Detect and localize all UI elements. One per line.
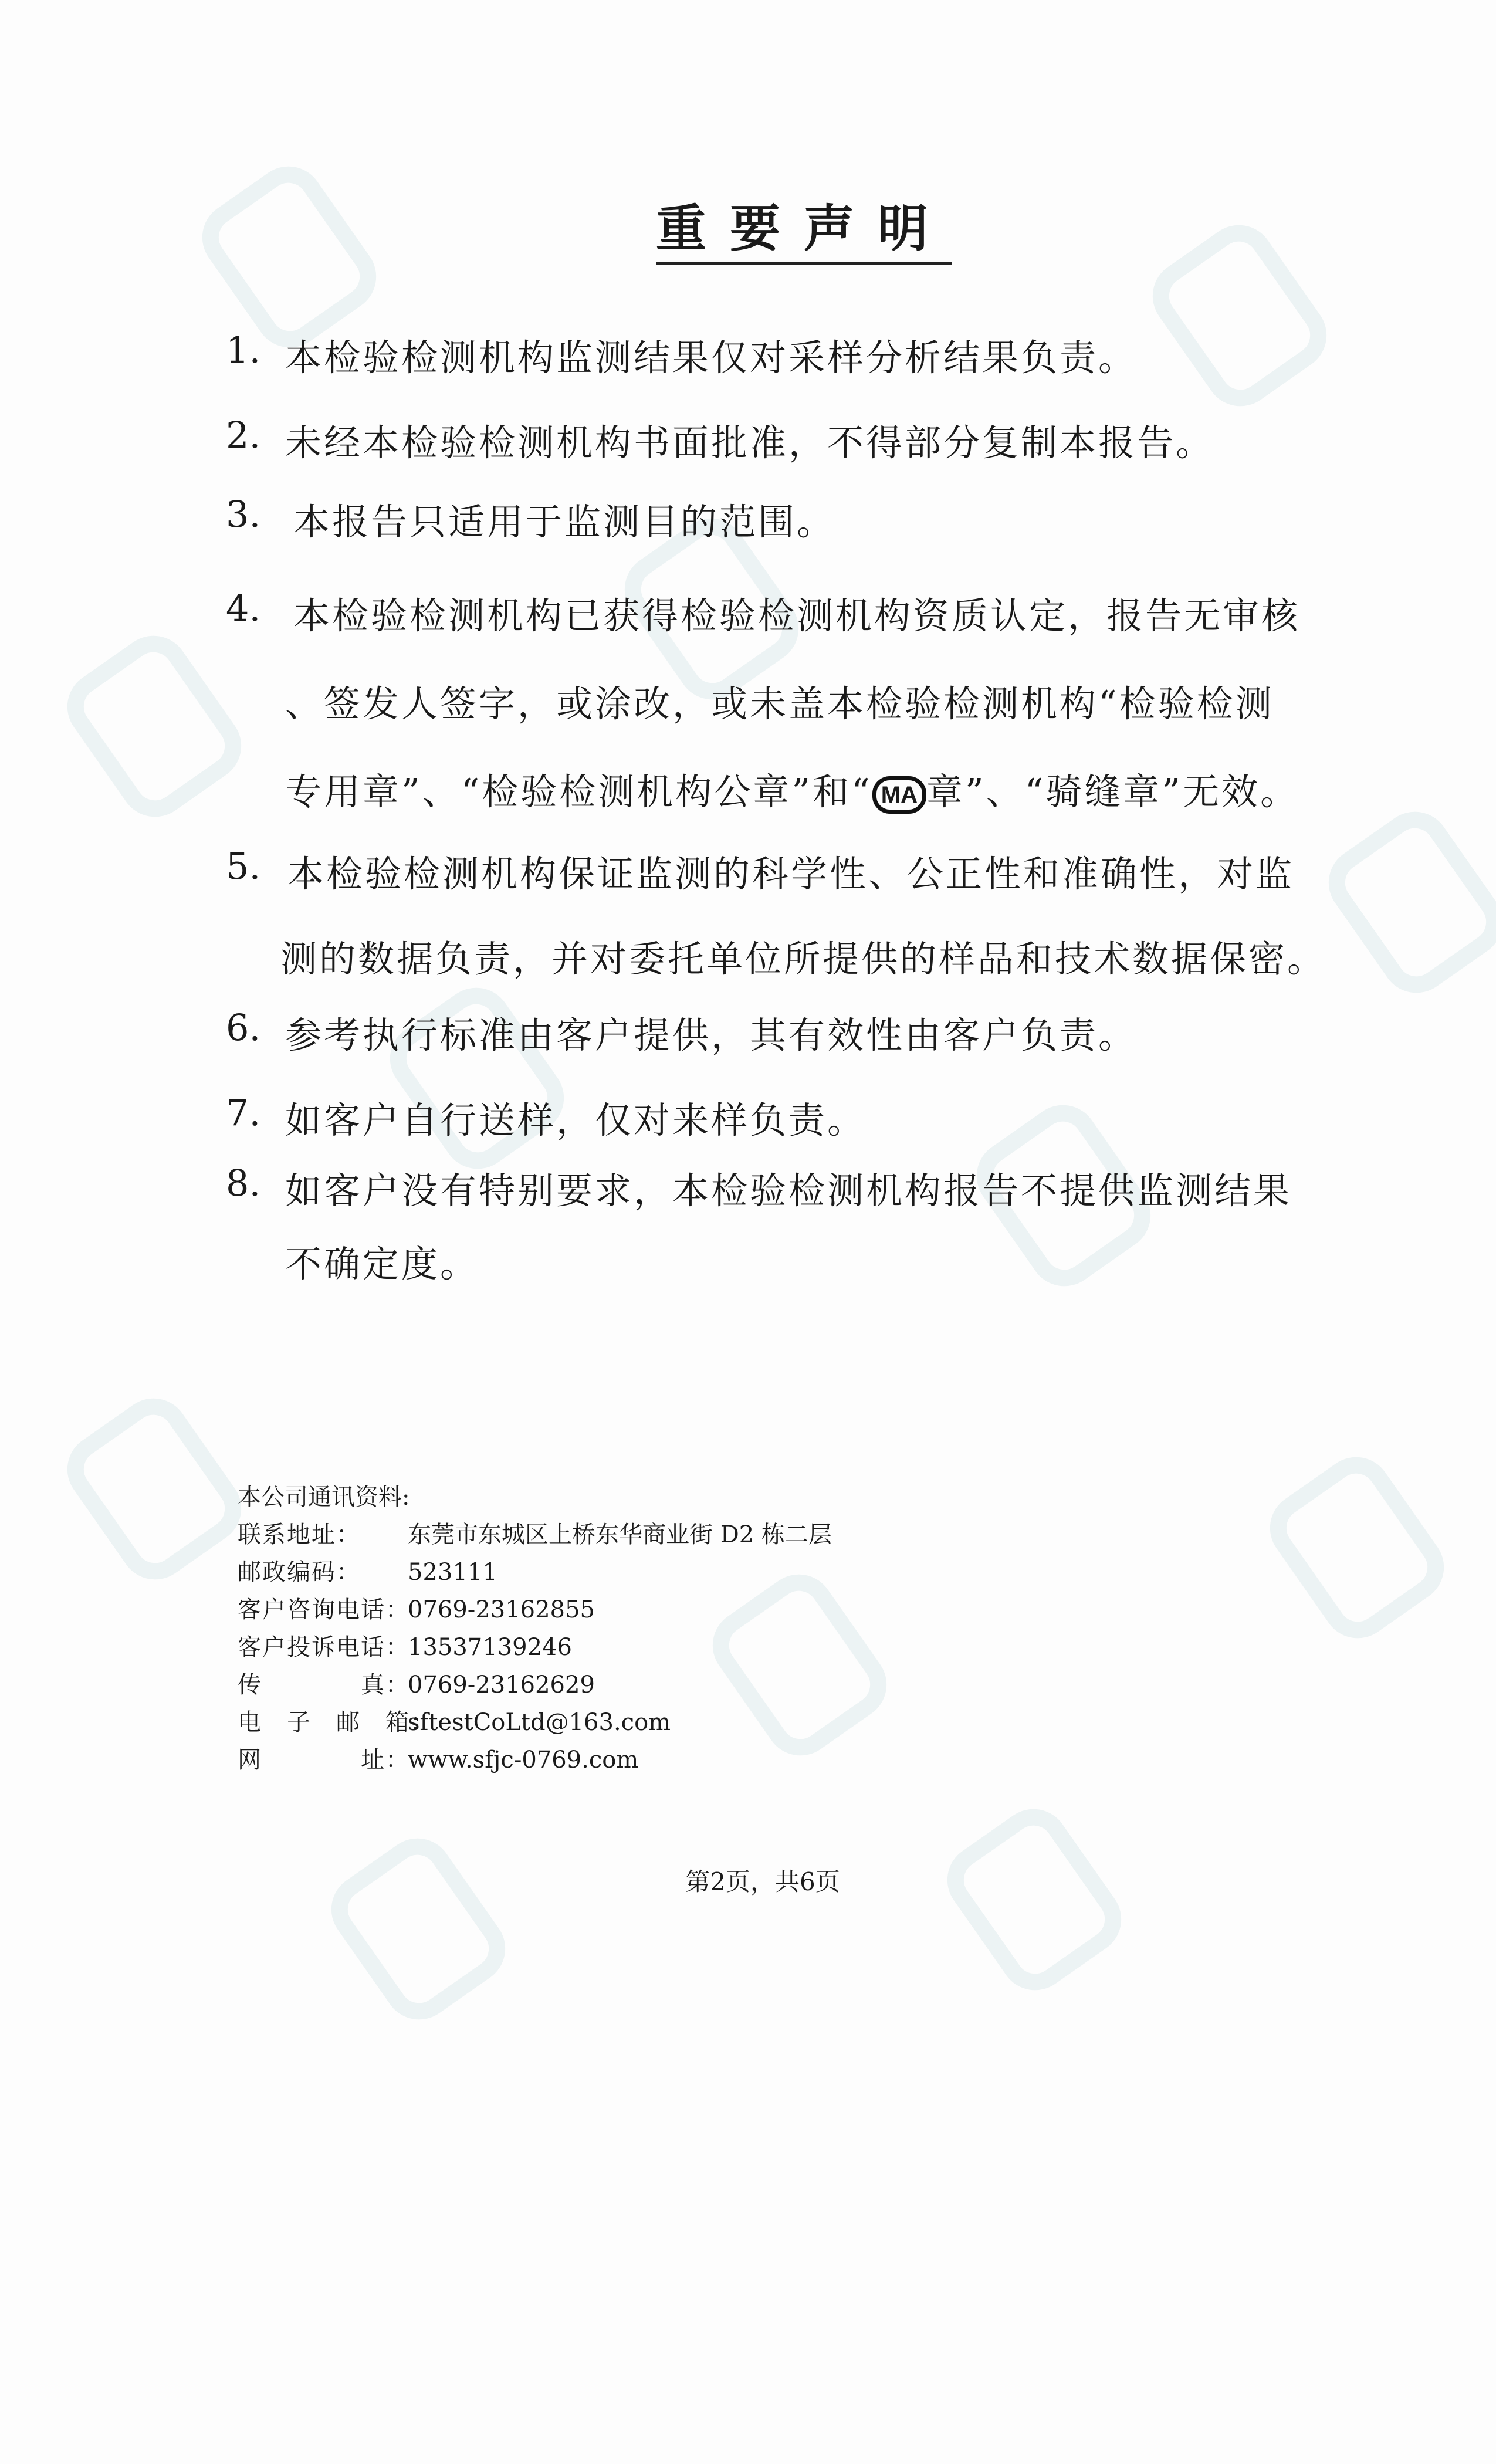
statement-text: 章”、“骑缝章”无效。 bbox=[926, 770, 1299, 813]
item-number: 6. bbox=[226, 1006, 261, 1049]
item-number: 8. bbox=[226, 1162, 261, 1204]
contact-heading: 本公司通讯资料: bbox=[238, 1484, 410, 1511]
statement-line: 测的数据负责，并对委托单位所提供的样品和技术数据保密。 bbox=[280, 937, 1326, 980]
statement-line: 未经本检验检测机构书面批准，不得部分复制本报告。 bbox=[285, 421, 1215, 464]
contact-info bbox=[238, 1478, 832, 1779]
contact-fax: 传 真：0769-23162629 bbox=[238, 1671, 595, 1698]
statement-line: 参考执行标准由客户提供，其有效性由客户负责。 bbox=[285, 1014, 1138, 1057]
statement-text: 专用章”、“检验检测机构公章”和“ bbox=[285, 770, 872, 813]
statement-line: 本检验检测机构已获得检验检测机构资质认定，报告无审核 bbox=[293, 594, 1301, 637]
contact-complaint-phone: 客户投诉电话：13537139246 bbox=[238, 1634, 572, 1661]
statement-line: 不确定度。 bbox=[285, 1243, 479, 1285]
item-number: 5. bbox=[226, 845, 261, 888]
page-title: 重要声明 bbox=[0, 188, 1496, 260]
contact-address: 联系地址： 东莞市东城区上桥东华商业街 D2 栋二层 bbox=[238, 1521, 832, 1548]
statement-line: 如客户自行送样，仅对来样负责。 bbox=[285, 1099, 867, 1142]
cma-logo: MA bbox=[872, 776, 926, 814]
item-number: 1. bbox=[226, 329, 261, 371]
statement-line: 、签发人签字，或涂改，或未盖本检验检测机构“检验检测 bbox=[285, 682, 1274, 725]
page-number: 第2页，共6页 bbox=[685, 1867, 840, 1896]
item-number: 7. bbox=[226, 1091, 261, 1134]
statement-line: 本报告只适用于监测目的范围。 bbox=[293, 500, 836, 543]
statement-line bbox=[285, 763, 1299, 815]
item-number: 3. bbox=[226, 493, 261, 536]
statement-line: 本检验检测机构保证监测的科学性、公正性和准确性，对监 bbox=[287, 852, 1295, 895]
contact-postcode: 邮政编码： 523111 bbox=[238, 1559, 497, 1586]
contact-inquiry-phone: 客户咨询电话：0769-23162855 bbox=[238, 1596, 595, 1623]
item-number: 2. bbox=[226, 414, 261, 456]
statement-line: 本检验检测机构监测结果仅对采样分析结果负责。 bbox=[285, 336, 1138, 379]
contact-website: 网 址：www.sfjc-0769.com bbox=[238, 1747, 639, 1773]
item-number: 4. bbox=[226, 587, 261, 629]
statement-line: 如客户没有特别要求，本检验检测机构报告不提供监测结果 bbox=[285, 1169, 1292, 1212]
contact-email: 电 子 邮 箱：sftestCoLtd@163.com bbox=[238, 1709, 671, 1736]
